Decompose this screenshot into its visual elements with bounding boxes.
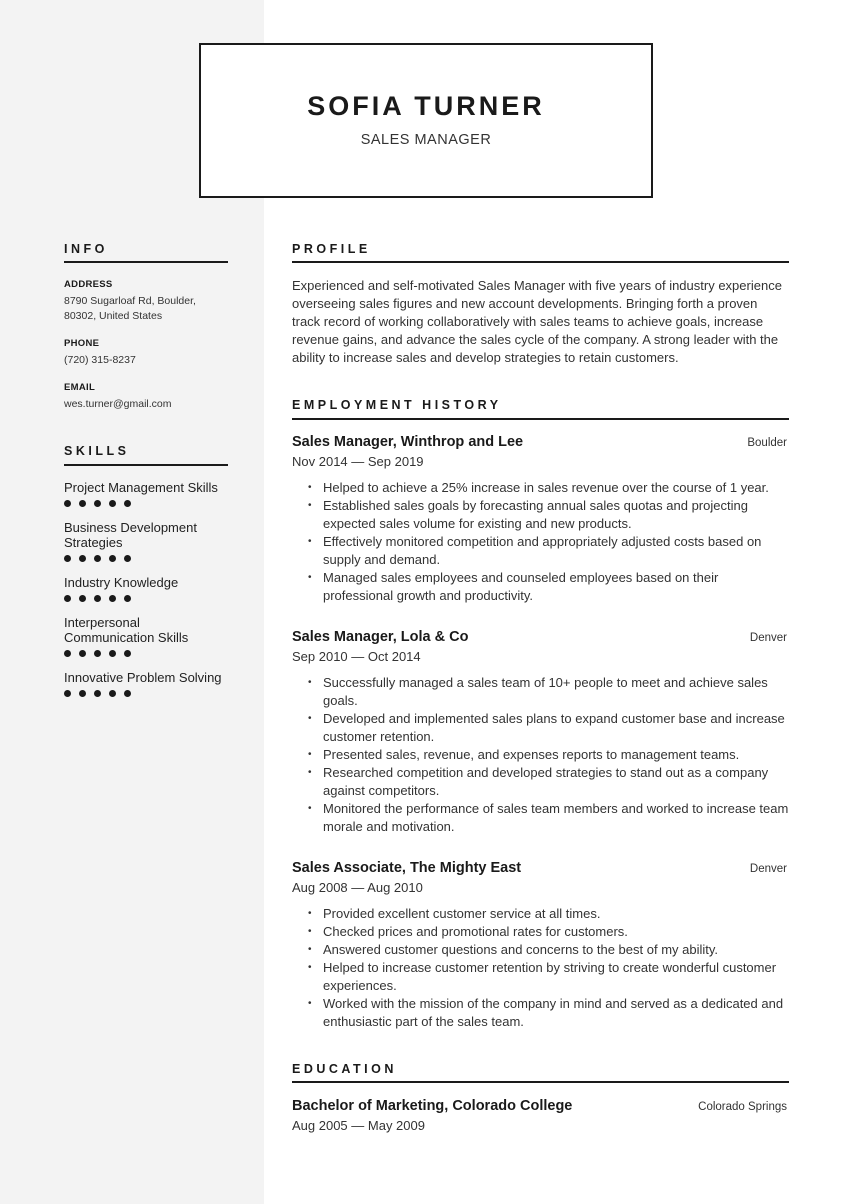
rating-dot bbox=[124, 650, 131, 657]
skill-name: Interpersonal Communication Skills bbox=[64, 615, 189, 645]
job-bullets bbox=[292, 905, 789, 1031]
bullet-item: • Presented sales, revenue, and expenses reports to management teams. bbox=[308, 746, 789, 764]
skill-item bbox=[64, 615, 228, 657]
job-location: Boulder bbox=[747, 437, 787, 449]
skills-rule bbox=[64, 464, 228, 466]
info-phone bbox=[64, 338, 228, 368]
info-email bbox=[64, 382, 228, 412]
bullet-item: • Checked prices and promotional rates for customers. bbox=[308, 923, 789, 941]
education-heading: EDUCATION bbox=[292, 1062, 397, 1076]
job-location: Denver bbox=[749, 632, 787, 644]
header-box bbox=[199, 43, 653, 198]
rating-dot bbox=[124, 690, 131, 697]
bullet-item: • Effectively monitored competition and appropriately adjusted costs based on supply and demand. bbox=[308, 533, 789, 569]
info-list bbox=[64, 279, 228, 426]
rating-dot bbox=[94, 555, 101, 562]
info-rule bbox=[64, 261, 228, 263]
rating-dot bbox=[79, 555, 86, 562]
rating-dot bbox=[79, 500, 86, 507]
info-label: PHONE bbox=[64, 338, 100, 349]
rating-dot bbox=[64, 690, 71, 697]
skill-rating bbox=[64, 595, 228, 602]
bullet-item: • Worked with the mission of the company in mind and served as a dedicated and enthusiastic part of the sales team. bbox=[308, 995, 789, 1031]
education-dates: Aug 2005 — May 2009 bbox=[292, 1118, 425, 1133]
bullet-item: • Researched competition and developed strategies to stand out as a company against competitors. bbox=[308, 764, 789, 800]
skill-rating bbox=[64, 690, 228, 697]
rating-dot bbox=[109, 650, 116, 657]
job-role: Sales Manager, Lola & Co bbox=[292, 629, 469, 645]
info-heading: INFO bbox=[64, 242, 108, 256]
bullet-item: • Monitored the performance of sales team members and worked to increase team morale and motivation. bbox=[308, 800, 789, 836]
info-value: 8790 Sugarloaf Rd, Boulder, 80302, United States bbox=[64, 295, 196, 322]
rating-dot bbox=[94, 650, 101, 657]
skill-item bbox=[64, 520, 228, 562]
rating-dot bbox=[94, 500, 101, 507]
skill-rating bbox=[64, 650, 228, 657]
bullet-item: • Managed sales employees and counseled employees based on their professional growth and productivity. bbox=[308, 569, 789, 605]
rating-dot bbox=[109, 690, 116, 697]
job-entry bbox=[292, 629, 789, 836]
job-dates: Sep 2010 — Oct 2014 bbox=[292, 649, 421, 664]
rating-dot bbox=[109, 595, 116, 602]
skill-item bbox=[64, 670, 228, 697]
skill-name: Industry Knowledge bbox=[64, 575, 179, 590]
info-value: wes.turner@gmail.com bbox=[64, 398, 172, 410]
skill-rating bbox=[64, 500, 228, 507]
rating-dot bbox=[79, 690, 86, 697]
bullet-item: • Helped to increase customer retention by striving to create wonderful customer experiences. bbox=[308, 959, 789, 995]
rating-dot bbox=[79, 595, 86, 602]
bullet-item: • Helped to achieve a 25% increase in sales revenue over the course of 1 year. bbox=[308, 479, 789, 497]
bullet-item: • Successfully managed a sales team of 10+ people to meet and achieve sales goals. bbox=[308, 674, 789, 710]
skill-rating bbox=[64, 555, 228, 562]
profile-rule bbox=[292, 261, 789, 263]
info-value: (720) 315-8237 bbox=[64, 354, 136, 366]
candidate-name: SOFIA TURNER bbox=[307, 91, 545, 121]
job-bullets bbox=[292, 479, 789, 605]
rating-dot bbox=[109, 500, 116, 507]
skill-name: Business Development Strategies bbox=[64, 520, 197, 550]
education-rule bbox=[292, 1081, 789, 1083]
skill-item bbox=[64, 575, 228, 602]
skill-item bbox=[64, 480, 228, 507]
rating-dot bbox=[64, 500, 71, 507]
profile-heading: PROFILE bbox=[292, 242, 371, 256]
profile-text: Experienced and self-motivated Sales Manager with five years of industry experience overseeing sales figures and new account developments. Bringing forth a proven track record of working collaboratively with sales teams to achieve goals, increase revenue gains, and advance the sales cycle of the company. A strong leader with the ability to increase sales and develop strategies to retain customers. bbox=[292, 278, 782, 365]
rating-dot bbox=[109, 555, 116, 562]
job-dates: Aug 2008 — Aug 2010 bbox=[292, 880, 423, 895]
skill-name: Project Management Skills bbox=[64, 480, 218, 495]
employment-rule bbox=[292, 418, 789, 420]
job-role: Sales Associate, The Mighty East bbox=[292, 860, 522, 876]
bullet-item: • Developed and implemented sales plans to expand customer base and increase customer retention. bbox=[308, 710, 789, 746]
rating-dot bbox=[64, 595, 71, 602]
rating-dot bbox=[94, 690, 101, 697]
job-role: Sales Manager, Winthrop and Lee bbox=[292, 434, 524, 450]
job-entry bbox=[292, 434, 789, 605]
skills-list bbox=[64, 480, 228, 710]
candidate-title: SALES MANAGER bbox=[360, 132, 492, 148]
bullet-item: • Established sales goals by forecasting annual sales quotas and projecting expected sales volume for existing and new products. bbox=[308, 497, 789, 533]
job-bullets bbox=[292, 674, 789, 836]
rating-dot bbox=[79, 650, 86, 657]
rating-dot bbox=[124, 595, 131, 602]
info-label: ADDRESS bbox=[64, 279, 113, 290]
bullet-item: • Answered customer questions and concerns to the best of my ability. bbox=[308, 941, 789, 959]
skills-heading: SKILLS bbox=[64, 444, 130, 458]
rating-dot bbox=[94, 595, 101, 602]
job-dates: Nov 2014 — Sep 2019 bbox=[292, 454, 424, 469]
rating-dot bbox=[64, 650, 71, 657]
education-entry bbox=[292, 1098, 789, 1133]
job-location: Denver bbox=[749, 863, 787, 875]
education-location: Colorado Springs bbox=[698, 1101, 787, 1113]
job-entry bbox=[292, 860, 789, 1031]
bullet-item: • Provided excellent customer service at all times. bbox=[308, 905, 789, 923]
rating-dot bbox=[124, 555, 131, 562]
info-label: EMAIL bbox=[64, 382, 96, 393]
skill-name: Innovative Problem Solving bbox=[64, 670, 222, 685]
info-address bbox=[64, 279, 228, 324]
rating-dot bbox=[64, 555, 71, 562]
employment-heading: EMPLOYMENT HISTORY bbox=[292, 398, 502, 412]
education-degree: Bachelor of Marketing, Colorado College bbox=[292, 1098, 573, 1114]
rating-dot bbox=[124, 500, 131, 507]
